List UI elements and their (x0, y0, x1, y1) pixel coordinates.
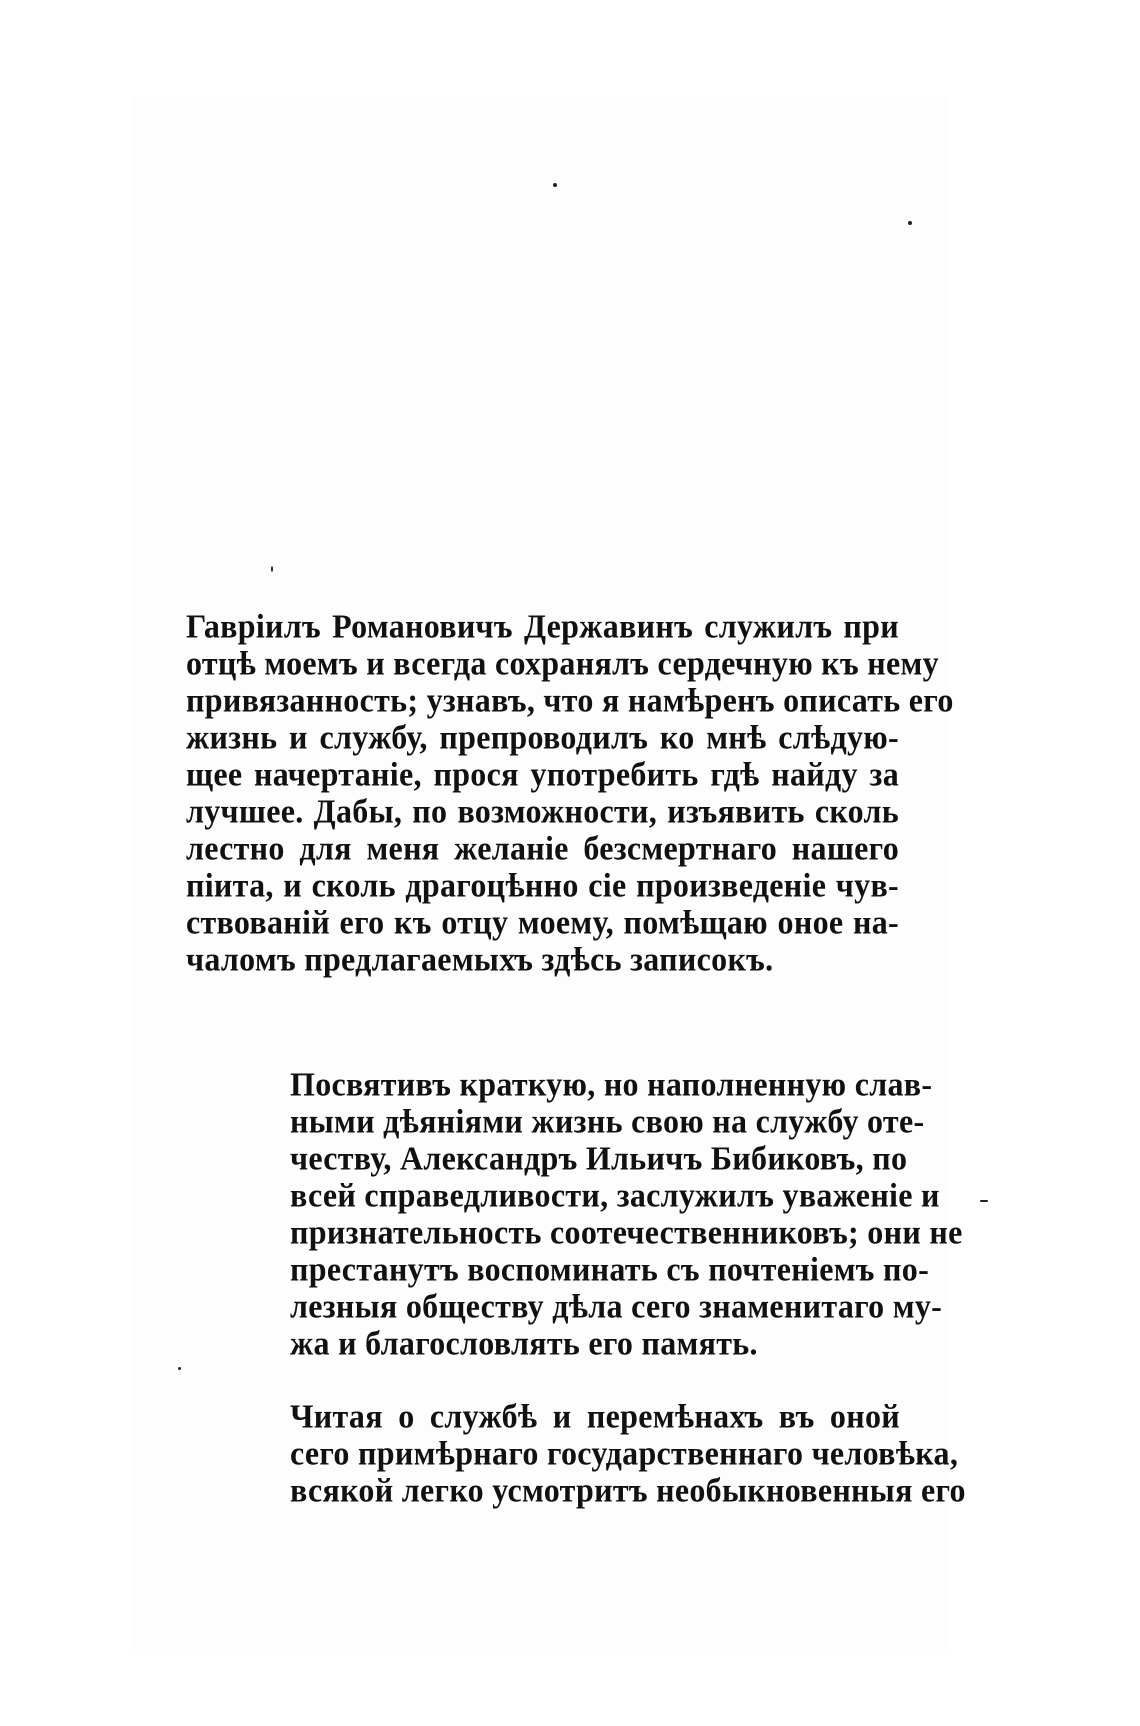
text-line: лестно для меня желаніе безсмертнаго нашего (186, 828, 899, 868)
text-line: Читая о службѣ и перемѣнахъ въ оной (290, 1396, 900, 1436)
text-line: признательность соотечественниковъ; они не (290, 1212, 963, 1252)
text-line: Посвятивъ краткую, но наполненную слав- (290, 1064, 933, 1104)
text-line: щее начертаніе, прося употребить гдѣ найду за (186, 754, 899, 794)
text-line: лучшее. Дабы, по возможности, изъявить сколь (186, 791, 899, 831)
text-line: всей справедливости, заслужилъ уваженіе и (290, 1175, 940, 1215)
text-line: отцѣ моемъ и всегда сохранялъ сердечную къ нему (186, 643, 939, 683)
text-line: піита, и сколь драгоцѣнно сіе произведеніе чув- (186, 865, 899, 905)
paragraph-reading (290, 1396, 966, 1510)
text-line: жизнь и службу, препроводилъ ко мнѣ слѣдую- (186, 717, 899, 757)
paragraph-dedication (290, 1064, 963, 1363)
paragraph-intro (186, 606, 954, 979)
text-line: честву, Александръ Ильичъ Бибиковъ, по (290, 1138, 908, 1178)
print-speck (908, 221, 912, 225)
print-speck (980, 1200, 988, 1202)
text-line: лезныя обществу дѣла сего знаменитаго му- (290, 1286, 943, 1326)
text-line: Гавріилъ Романовичъ Державинъ служилъ при (186, 606, 899, 646)
text-line: престанутъ воспоминать съ почтеніемъ по- (290, 1249, 930, 1289)
text-line: сего примѣрнаго государственнаго человѣка, (290, 1433, 959, 1473)
print-speck (553, 183, 557, 187)
print-speck (178, 1367, 181, 1370)
text-line: чаломъ предлагаемыхъ здѣсь записокъ. (186, 939, 774, 979)
text-line: ствованій его къ отцу моему, помѣщаю оное на- (186, 902, 899, 942)
print-speck (271, 566, 273, 572)
text-line: ными дѣяніями жизнь свою на службу оте- (290, 1101, 925, 1141)
text-line: жа и благословлять его память. (290, 1323, 758, 1363)
text-line: всякой легко усмотритъ необыкновенныя его (290, 1470, 966, 1510)
text-line: привязанность; узнавъ, что я намѣренъ описать его (186, 680, 954, 720)
